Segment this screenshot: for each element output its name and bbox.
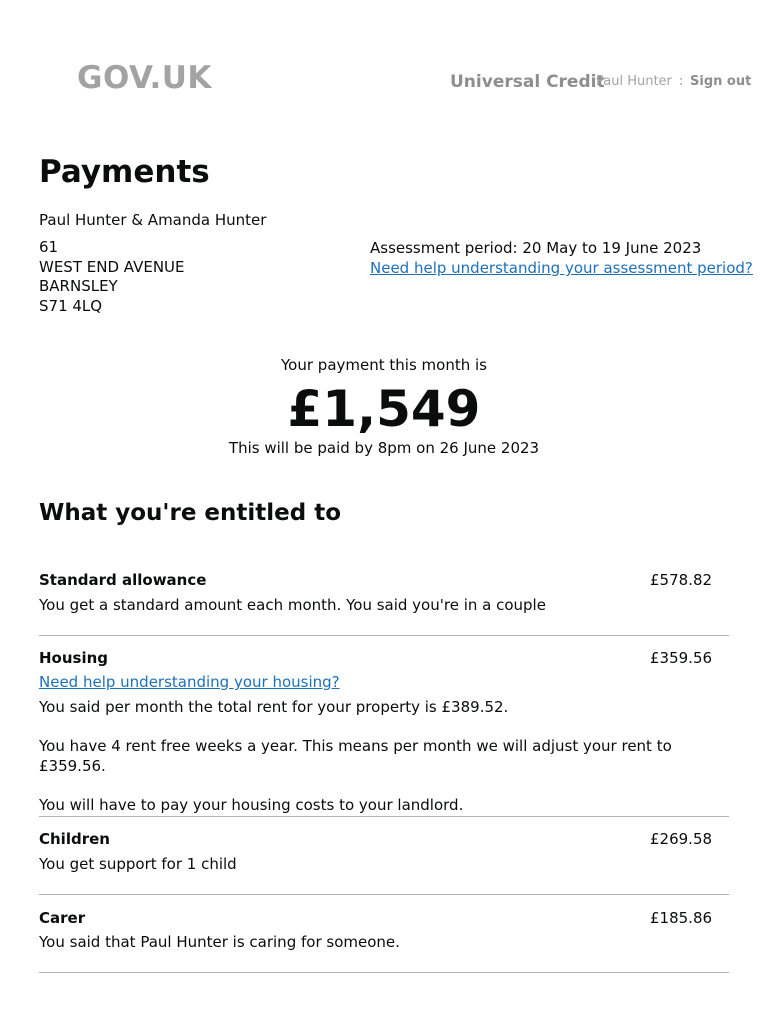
header-separator: : [679, 74, 684, 89]
section-divider [39, 972, 729, 973]
payment-date: This will be paid by 8pm on 26 June 2023 [228, 439, 540, 457]
entitlement-description: You will have to pay your housing costs to your landlord. [39, 796, 464, 814]
entitlement-amount: £578.82 [650, 571, 713, 589]
page-title: Payments [39, 154, 210, 190]
service-name[interactable]: Universal Credit [450, 72, 605, 92]
site-header [0, 0, 768, 130]
entitlement-standard-allowance [39, 570, 729, 615]
entitlement-children [39, 829, 729, 874]
entitlement-housing [39, 648, 729, 815]
entitlement-amount: £185.86 [650, 909, 713, 927]
entitlement-description: You get support for 1 child [39, 855, 237, 873]
signed-in-user-name: Paul Hunter [596, 74, 672, 89]
entitlement-title: Carer [39, 909, 86, 927]
claimant-address [39, 238, 185, 316]
entitlement-description: You said per month the total rent for your property is £389.52. [39, 698, 509, 716]
section-divider [39, 816, 729, 817]
address-line: 61 [39, 238, 59, 256]
assessment-period: Assessment period: 20 May to 19 June 2023 [370, 239, 702, 257]
entitlement-description: You said that Paul Hunter is caring for someone. [39, 933, 400, 951]
assessment-period-block [370, 238, 753, 278]
address-line: WEST END AVENUE [39, 257, 185, 276]
assessment-period-help-link[interactable]: Need help understanding your assessment period? [370, 259, 753, 277]
entitlement-description: You have 4 rent free weeks a year. This means per month we will adjust your rent to £359.56. [39, 737, 672, 775]
entitlement-carer [39, 908, 729, 952]
entitlements-heading: What you're entitled to [39, 500, 342, 526]
govuk-logo-link[interactable]: GOV.UK [77, 60, 212, 96]
entitlement-title: Standard allowance [39, 571, 207, 589]
payment-intro: Your payment this month is [281, 356, 487, 374]
claimant-names: Paul Hunter & Amanda Hunter [39, 211, 267, 229]
entitlement-title: Children [39, 830, 110, 848]
entitlement-amount: £359.56 [650, 649, 713, 667]
section-divider [39, 635, 729, 636]
section-divider [39, 894, 729, 895]
sign-out-link[interactable]: Sign out [690, 74, 752, 89]
payment-amount: £1,549 [287, 380, 481, 438]
address-line: S71 4LQ [39, 296, 103, 315]
entitlement-title: Housing [39, 649, 109, 667]
housing-help-link[interactable]: Need help understanding your housing? [39, 673, 340, 691]
entitlement-description: You get a standard amount each month. You said you're in a couple [39, 596, 546, 614]
entitlement-amount: £269.58 [650, 830, 713, 848]
address-line: BARNSLEY [39, 277, 118, 296]
